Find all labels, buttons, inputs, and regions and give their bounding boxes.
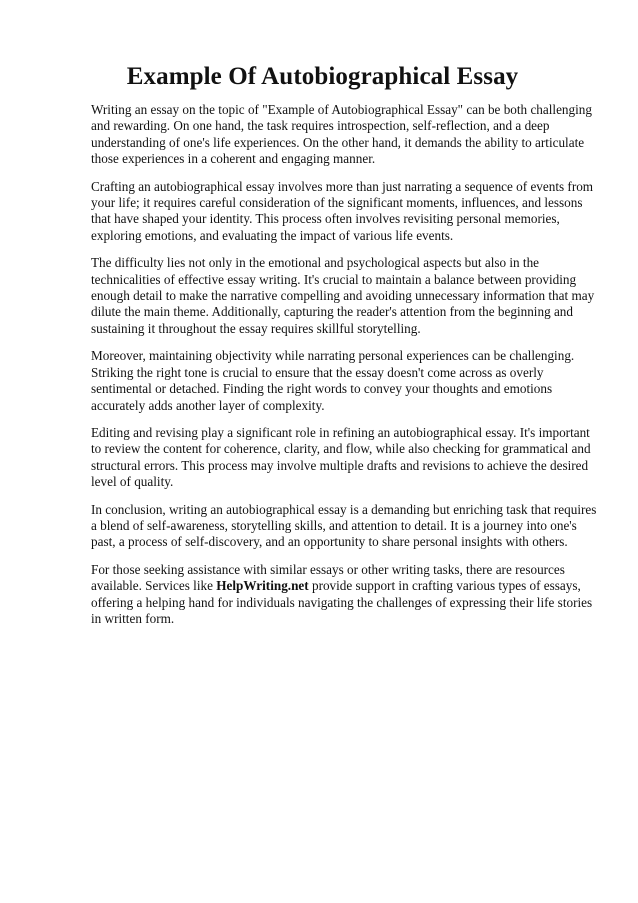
paragraph-7-outro: provide support in crafting various types of essays, offering a helping hand for individuals navigating the challenges of expressing their life stories in written form.	[91, 578, 593, 626]
paragraph-7-intro: For those seeking assistance with similar essays or other writing tasks, there are resources available. Services like	[91, 561, 565, 594]
paragraph-1: Writing an essay on the topic of "Example of Autobiographical Essay" can be both challenging and rewarding. On one hand, the task requires introspection, self-reflection, and a deep understanding of one's life experiences. On the other hand, it demands the ability to articulate those experiences in a coherent and engaging manner.	[91, 102, 592, 167]
page-title: Example Of Autobiographical Essay	[126, 63, 519, 90]
paragraph-5: Editing and revising play a significant role in refining an autobiographical essay. It's important to review the content for coherence, clarity, and flow, while also checking for grammatical and structural errors. This process may involve multiple drafts and revisions to achieve the desired level of quality.	[91, 424, 591, 490]
paragraph-2: Crafting an autobiographical essay involves more than just narrating a sequence of events from your life; it requires careful consideration of the significant moments, influences, and lessons that have shaped your identity. This process often involves revisiting personal memories, exploring emotions, and evaluating the impact of various life events.	[91, 178, 594, 243]
paragraph-6: In conclusion, writing an autobiographical essay is a demanding but enriching task that requires a blend of self-awareness, storytelling skills, and attention to detail. It is a journey into one's past, a process of self-discovery, and an opportunity to share personal insights with others.	[91, 501, 597, 550]
helpwriting-brand-text: HelpWriting.net	[216, 578, 309, 594]
paragraph-7	[91, 562, 598, 628]
paragraph-4: Moreover, maintaining objectivity while narrating personal experiences can be challenging. Striking the right tone is crucial to ensure that the essay doesn't come across as overly sentimental or detached. Finding the right words to convey your thoughts and emotions accurately adds another layer of complexity.	[91, 348, 575, 413]
paragraph-3: The difficulty lies not only in the emotional and psychological aspects but also in the technicalities of effective essay writing. It's crucial to maintain a balance between providing enough detail to make the narrative compelling and avoiding unnecessary information that may dilute the main theme. Additionally, capturing the reader's attention from the beginning and sustaining it throughout the essay requires skillful storytelling.	[91, 255, 595, 336]
